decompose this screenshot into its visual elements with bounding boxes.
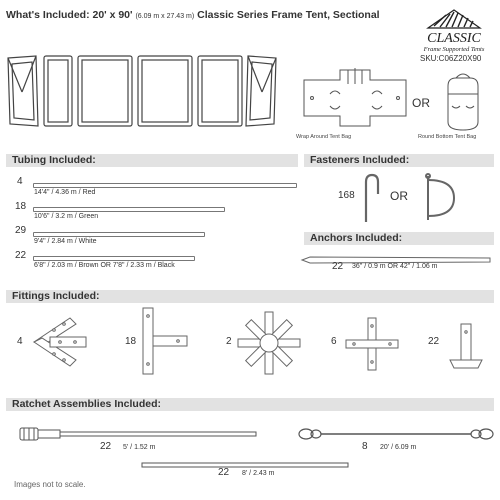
round-bag-caption: Round Bottom Tent Bag <box>418 134 477 140</box>
scale-disclaimer: Images not to scale. <box>14 480 86 489</box>
ratchet-label: 5' / 1.52 m <box>123 444 156 451</box>
fitting-qty: 18 <box>125 336 137 347</box>
tubing-qty: 4 <box>17 176 23 187</box>
tubing-label: 9'4" / 2.84 m / White <box>34 238 97 245</box>
tubing-section-header: Tubing Included: <box>6 154 298 167</box>
page-title: What's Included: 20' x 90' (6.09 m x 27.43 m) Classic Series Frame Tent, Sectional <box>6 9 380 21</box>
fitting-qty: 4 <box>17 336 23 347</box>
fitting-qty: 6 <box>331 336 337 347</box>
anchors-section-header: Anchors Included: <box>304 232 494 245</box>
ratchet-qty: 22 <box>100 441 112 452</box>
wrap-around-bag-icon <box>300 66 410 133</box>
ratchet-qty: 8 <box>362 441 368 452</box>
svg-text:Frame Supported Tents: Frame Supported Tents <box>423 46 485 53</box>
fitting-qty: 22 <box>428 336 440 347</box>
cross-fitting-icon <box>344 316 400 377</box>
tube-green <box>33 207 225 212</box>
tee-fitting-icon <box>140 306 190 381</box>
tent-panels-illustration <box>4 52 294 137</box>
tube-brown-black <box>33 256 195 261</box>
tubing-label: 6'8" / 2.03 m / Brown OR 7'8" / 2.33 m / Black <box>34 262 175 269</box>
hook-pin-icon <box>360 172 382 229</box>
ratchet-label: 20' / 6.09 m <box>380 444 417 451</box>
wrap-bag-caption: Wrap Around Tent Bag <box>296 134 352 140</box>
tubing-label: 14'4" / 4.36 m / Red <box>34 189 96 196</box>
ratchet-section-header: Ratchet Assemblies Included: <box>6 398 494 411</box>
base-plate-fitting-icon <box>448 322 484 377</box>
ratchet-qty: 22 <box>218 467 230 478</box>
tube-red <box>33 183 297 188</box>
eave-fitting-icon <box>30 312 90 377</box>
round-bottom-bag-icon <box>438 72 488 137</box>
bag-or-label: OR <box>412 96 430 110</box>
anchors-label: 36" / 0.9 m OR 42" / 1.06 m <box>352 263 438 270</box>
fittings-section-header: Fittings Included: <box>6 290 494 303</box>
anchors-qty: 22 <box>332 261 344 272</box>
tubing-qty: 18 <box>15 201 27 212</box>
lynch-pin-icon <box>420 172 460 229</box>
tubing-qty: 29 <box>15 225 27 236</box>
tubing-label: 10'6" / 3.2 m / Green <box>34 213 99 220</box>
tube-white <box>33 232 205 237</box>
ratchet-label: 8' / 2.43 m <box>242 470 275 477</box>
sku-label: SKU:C06Z20X90 <box>420 54 482 63</box>
fasteners-qty: 168 <box>338 190 355 201</box>
fasteners-section-header: Fasteners Included: <box>304 154 494 167</box>
fitting-qty: 2 <box>226 336 232 347</box>
svg-text:CLASSIC: CLASSIC <box>427 31 481 46</box>
fastener-or-label: OR <box>390 189 408 203</box>
classic-logo <box>410 6 498 54</box>
center-hub-fitting-icon <box>236 310 302 381</box>
tubing-qty: 22 <box>15 250 27 261</box>
